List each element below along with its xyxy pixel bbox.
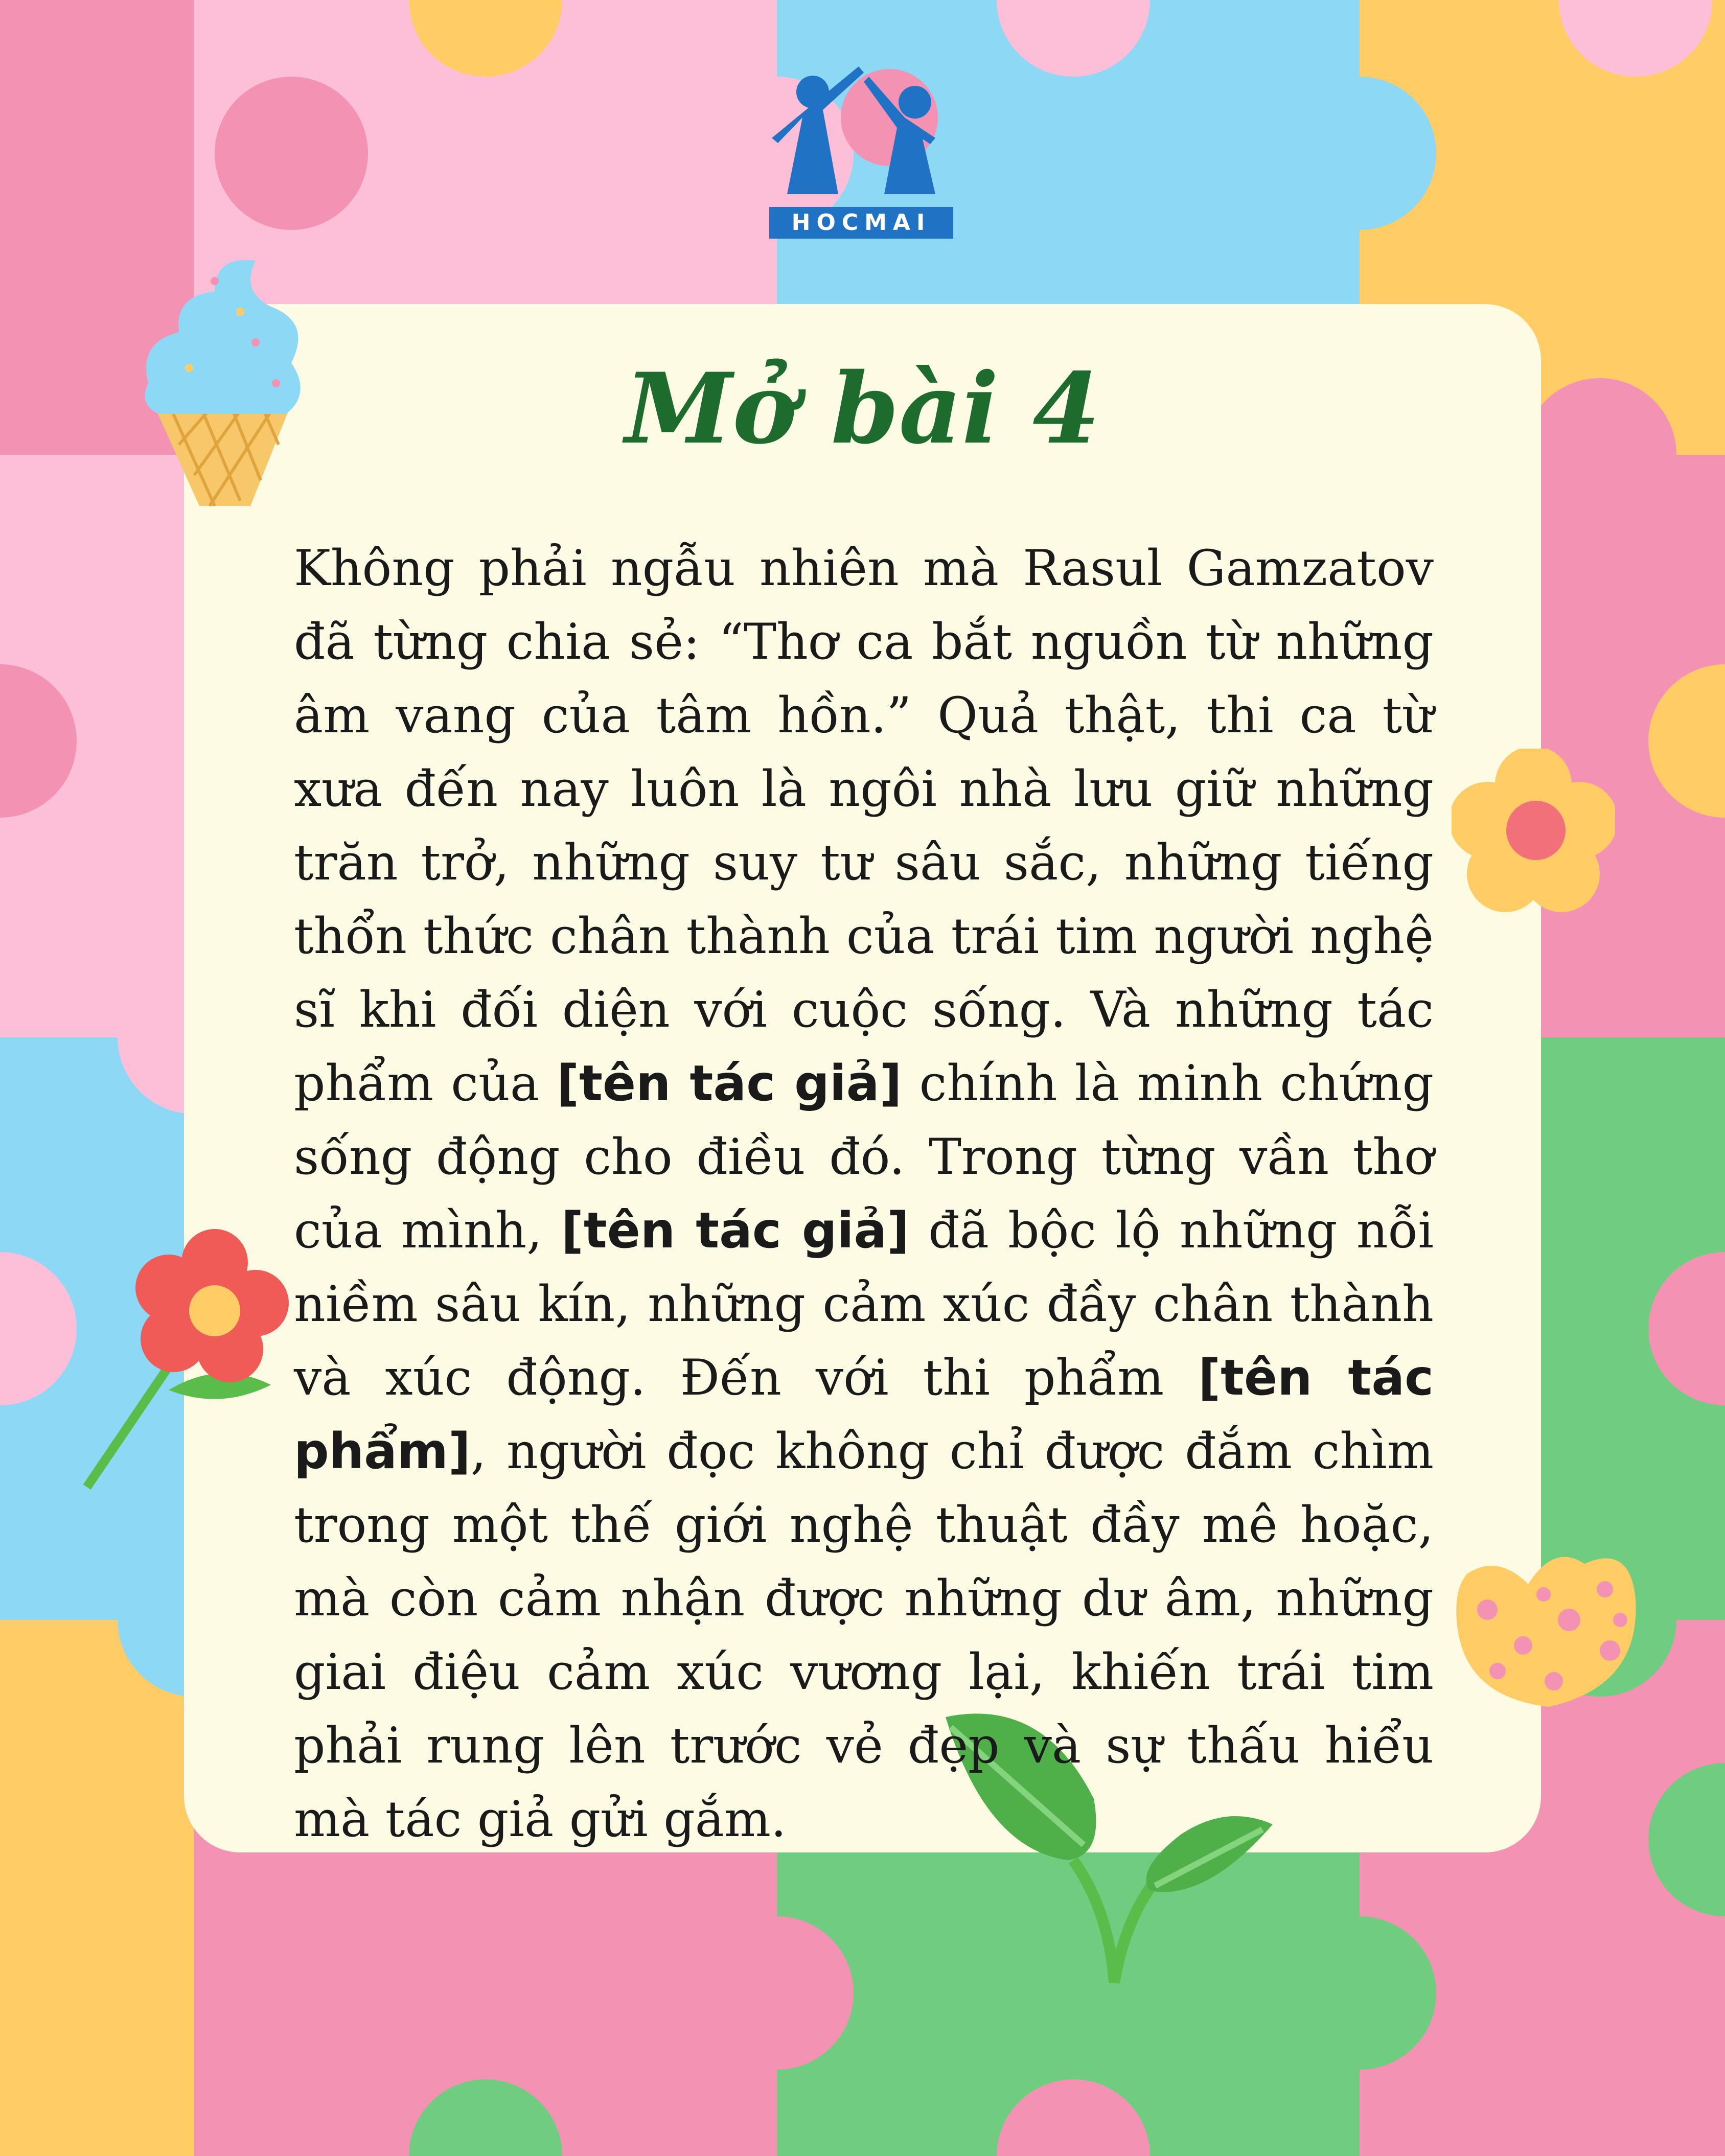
body-text-2: chính là minh chứng sống động cho điều đó. Trong từng vần thơ của mình, [294, 1055, 1434, 1259]
orange-flower-icon [1452, 749, 1615, 912]
body-text-1: Không phải ngẫu nhiên mà Rasul Gamzatov đã từng chia sẻ: “Thơ ca bắt nguồn từ những âm vang của tâm hồn.” Quả thật, thi ca từ xưa đến nay luôn là ngôi nhà lưu giữ những trăn trở, những suy tư sâu sắc, những tiếng thổn thức chân thành của trái tim người nghệ sĩ khi đối diện với cuộc sống. Và những tác phẩm của [294, 540, 1434, 1112]
page-title: Mở bài 4 [625, 352, 1100, 466]
author-placeholder-1: [tên tác giả] [557, 1055, 902, 1112]
red-flower-stem-icon [77, 1226, 291, 1492]
body-text-4: , người đọc không chỉ được đắm chìm trong một thế giới nghệ thuật đầy mê hoặc, mà còn cảm nhận được những dư âm, những giai điệu cảm xúc vương lại, khiến trái tim phải rung lên trước vẻ đẹp và sự thấu hiểu mà tác giả gửi gắm. [294, 1423, 1434, 1848]
body-paragraph [294, 531, 1434, 1856]
author-placeholder-2: [tên tác giả] [561, 1202, 910, 1259]
work-placeholder: [tên tác phẩm] [294, 1349, 1434, 1480]
body-text-3: đã bộc lộ những nỗi niềm sâu kín, những cảm xúc đầy chân thành và xúc động. Đến với thi phẩm [294, 1202, 1434, 1406]
logo-text: HOCMAI [791, 210, 931, 236]
spotted-tulip-icon [1452, 1543, 1646, 1712]
